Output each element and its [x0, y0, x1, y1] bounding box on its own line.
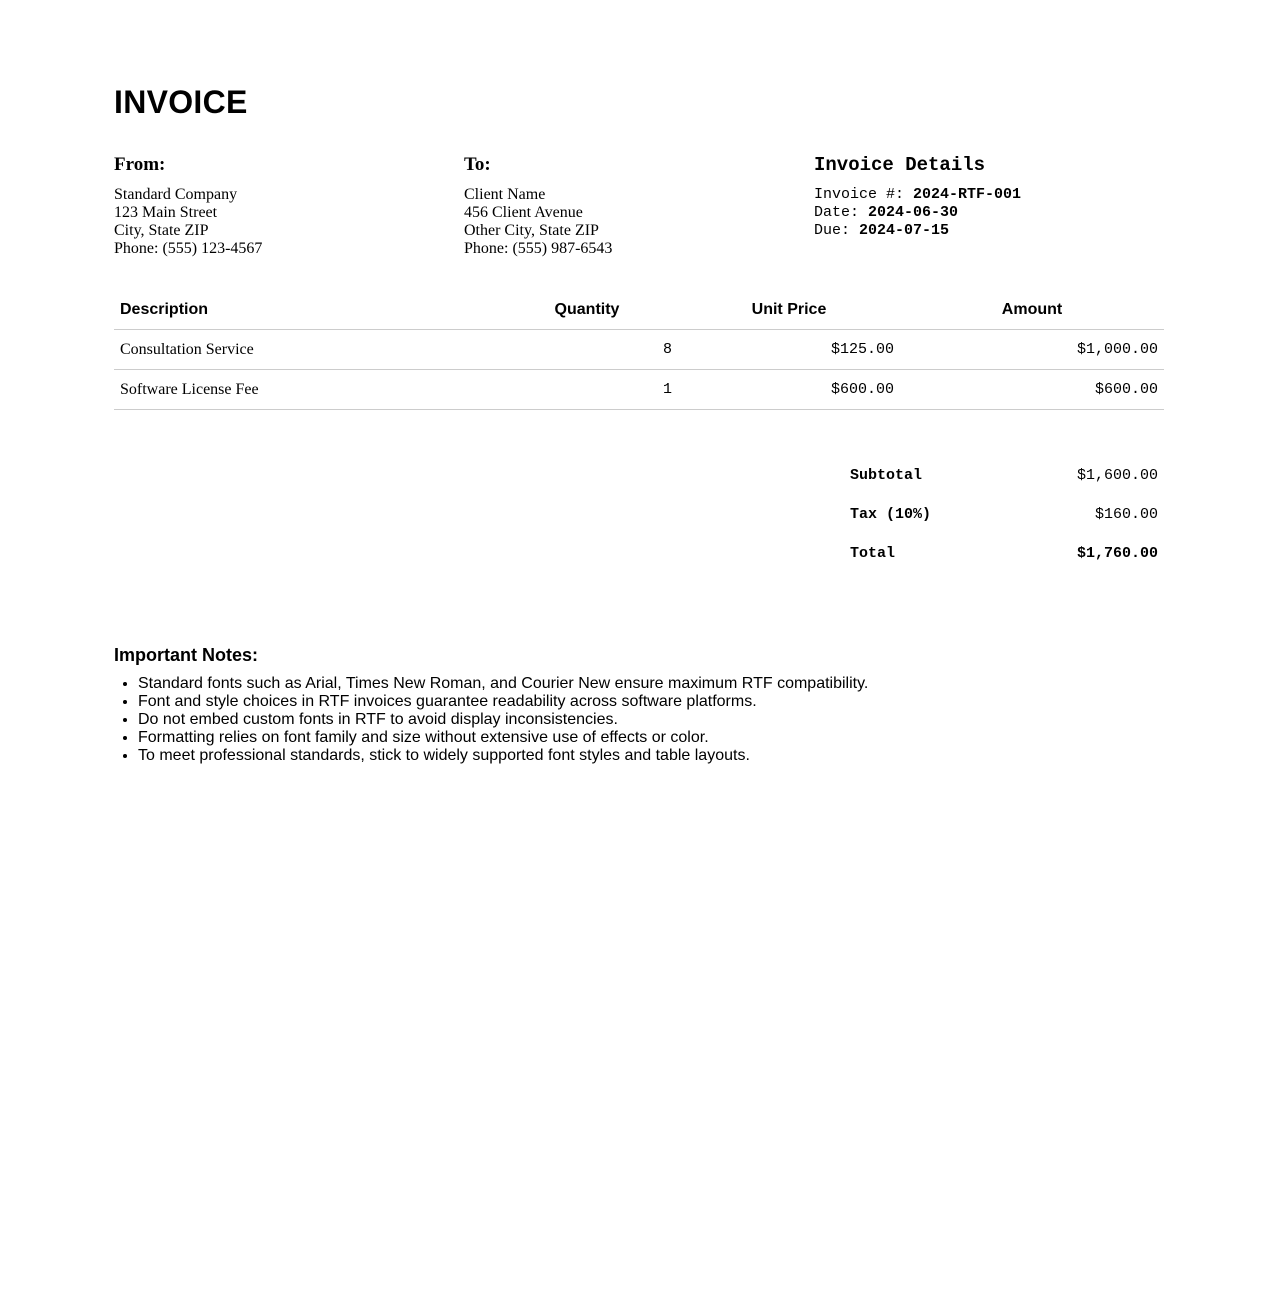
to-phone: Phone: (555) 987-6543 [464, 240, 613, 257]
tax-label: Tax (10%) [850, 506, 932, 523]
invoice-due-line [814, 222, 1164, 240]
invoice-number-line [814, 186, 1164, 204]
total-value: $1,760.00 [1076, 545, 1158, 562]
from-company: Standard Company [114, 186, 238, 203]
from-block [114, 153, 454, 258]
list-item: • Standard fonts such as Arial, Times New Roman, and Courier New ensure maximum RTF compatibility. [138, 675, 1164, 693]
invoice-number-label: Invoice #: [814, 186, 905, 203]
item-description: Software License Fee [114, 370, 496, 410]
details-heading: Invoice Details [814, 154, 986, 176]
total-row [844, 534, 1164, 573]
invoice-title: INVOICE [114, 84, 248, 120]
header-unit-price: Unit Price [678, 290, 900, 330]
from-phone: Phone: (555) 123-4567 [114, 240, 263, 257]
subtotal-value: $1,600.00 [1076, 467, 1158, 484]
from-street: 123 Main Street [114, 204, 218, 221]
from-heading: From: [114, 154, 166, 175]
totals-table [844, 456, 1164, 573]
list-item: • Formatting relies on font family and size without extensive use of effects or color. [138, 729, 1164, 747]
total-label: Total [850, 545, 896, 562]
subtotal-row [844, 456, 1164, 495]
from-city: City, State ZIP [114, 222, 209, 239]
line-items-table [114, 290, 1164, 410]
invoice-due: 2024-07-15 [859, 222, 950, 239]
invoice-date-line [814, 204, 1164, 222]
notes-list [114, 675, 1164, 765]
header-description: Description [114, 290, 496, 330]
item-unit-price: $600.00 [678, 370, 900, 410]
table-row [114, 370, 1164, 410]
header-quantity: Quantity [496, 290, 678, 330]
list-item: • Font and style choices in RTF invoices guarantee readability across software platforms. [138, 693, 1164, 711]
table-row [114, 330, 1164, 370]
item-quantity: 1 [496, 370, 678, 410]
subtotal-label: Subtotal [850, 467, 923, 484]
item-description: Consultation Service [114, 330, 496, 370]
to-heading: To: [464, 154, 491, 175]
to-city: Other City, State ZIP [464, 222, 599, 239]
list-item: • Do not embed custom fonts in RTF to avoid display inconsistencies. [138, 711, 1164, 729]
invoice-number: 2024-RTF-001 [913, 186, 1022, 203]
invoice-details-block [814, 153, 1164, 240]
item-unit-price: $125.00 [678, 330, 900, 370]
to-client-name: Client Name [464, 186, 546, 203]
list-item: • To meet professional standards, stick to widely supported font styles and table layouts. [138, 747, 1164, 765]
tax-row [844, 495, 1164, 534]
item-amount: $1,000.00 [900, 330, 1164, 370]
to-street: 456 Client Avenue [464, 204, 583, 221]
header-amount: Amount [900, 290, 1164, 330]
to-block [464, 153, 804, 258]
tax-value: $160.00 [1094, 506, 1158, 523]
table-header-row [114, 290, 1164, 330]
item-amount: $600.00 [900, 370, 1164, 410]
item-quantity: 8 [496, 330, 678, 370]
invoice-due-label: Due: [814, 222, 851, 239]
invoice-date-label: Date: [814, 204, 860, 221]
notes-heading: Important Notes: [114, 645, 258, 665]
invoice-date: 2024-06-30 [868, 204, 959, 221]
notes-section [114, 644, 1164, 765]
